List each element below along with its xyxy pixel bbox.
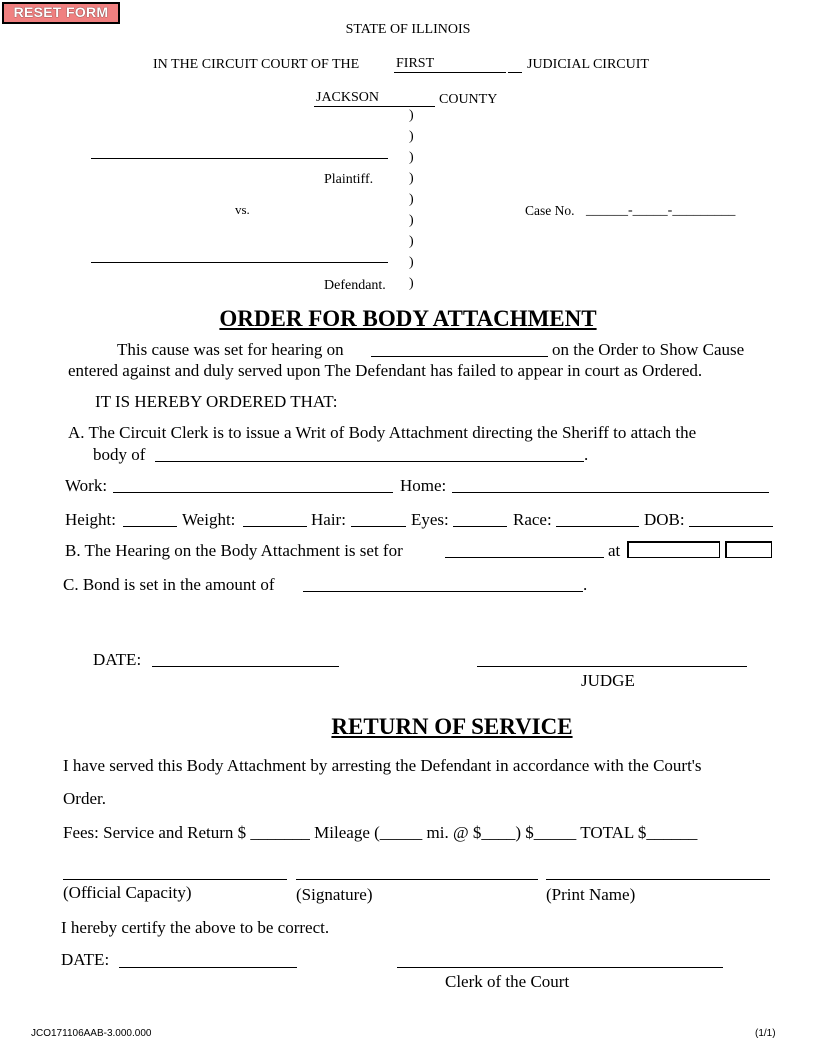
print-name-label: (Print Name) [546, 885, 636, 904]
form-id: JCO171106AAB-3.000.000 [31, 1028, 152, 1039]
clerk-label: Clerk of the Court [445, 972, 570, 991]
order-text-show-cause: on the Order to Show Cause [552, 340, 745, 359]
hair-label: Hair: [311, 510, 346, 529]
circuit-value: FIRST [396, 56, 435, 71]
plaintiff-label: Plaintiff. [324, 172, 374, 187]
caption-paren: ) [409, 255, 414, 270]
defendant-label: Defendant. [324, 278, 386, 293]
signature-field[interactable] [296, 879, 538, 880]
plaintiff-field[interactable] [91, 158, 388, 159]
dob-field[interactable] [689, 526, 773, 527]
height-field[interactable] [123, 526, 177, 527]
return-title: RETURN OF SERVICE [331, 714, 573, 739]
judge-signature-field[interactable] [477, 666, 747, 667]
reset-form-label: RESET FORM [13, 4, 109, 20]
reset-form-button[interactable] [2, 2, 120, 24]
caption-paren: ) [409, 150, 414, 165]
hearing-time-field[interactable] [627, 541, 720, 558]
case-no-label: Case No. [525, 203, 575, 218]
work-field[interactable] [113, 492, 393, 493]
race-field[interactable] [556, 526, 639, 527]
item-b-text: B. The Hearing on the Body Attachment is set for [65, 541, 403, 560]
order-text-hearing: This cause was set for hearing on [117, 340, 344, 359]
weight-label: Weight: [182, 510, 236, 529]
return-date-label: DATE: [61, 950, 110, 969]
caption-paren: ) [409, 108, 414, 123]
circuit-underline-tail [508, 72, 522, 73]
eyes-field[interactable] [453, 526, 507, 527]
item-c-text: C. Bond is set in the amount of [63, 575, 275, 594]
period: . [584, 445, 589, 464]
vs-label: vs. [235, 202, 250, 217]
period: . [583, 575, 588, 594]
hearing-attachment-date-field[interactable] [445, 557, 604, 558]
caption-paren: ) [409, 129, 414, 144]
return-date-field[interactable] [119, 967, 297, 968]
clerk-signature-field[interactable] [397, 967, 723, 968]
at-label: at [608, 541, 621, 560]
official-capacity-field[interactable] [63, 879, 287, 880]
order-date-label: DATE: [93, 650, 142, 669]
order-title: ORDER FOR BODY ATTACHMENT [219, 306, 597, 331]
official-capacity-label: (Official Capacity) [63, 883, 192, 902]
bond-amount-field[interactable] [303, 591, 583, 592]
weight-field[interactable] [243, 526, 307, 527]
hearing-ampm-field[interactable] [725, 541, 772, 558]
item-a-body-of: body of [93, 445, 146, 464]
circuit-suffix: JUDICIAL CIRCUIT [527, 57, 649, 72]
work-label: Work: [65, 476, 108, 495]
height-label: Height: [65, 510, 116, 529]
state-heading: STATE OF ILLINOIS [345, 22, 471, 37]
case-no-field[interactable]: ______-_____-_________ [586, 203, 736, 218]
page-number: (1/1) [755, 1028, 776, 1039]
eyes-label: Eyes: [411, 510, 449, 529]
signature-label: (Signature) [296, 885, 373, 904]
caption-paren: ) [409, 276, 414, 291]
caption-paren: ) [409, 171, 414, 186]
return-text-line2: Order. [63, 789, 106, 808]
county-field[interactable] [314, 90, 435, 107]
defendant-field[interactable] [91, 262, 388, 263]
judge-label: JUDGE [581, 671, 635, 690]
order-date-field[interactable] [152, 666, 339, 667]
caption-paren: ) [409, 213, 414, 228]
caption-paren: ) [409, 192, 414, 207]
county-value: JACKSON [316, 90, 380, 105]
hearing-date-field[interactable] [371, 356, 548, 357]
print-name-field[interactable] [546, 879, 770, 880]
item-a-text: A. The Circuit Clerk is to issue a Writ of Body Attachment directing the Sheriff to attach the [68, 423, 697, 442]
fees-line[interactable]: Fees: Service and Return $ _______ Mileage (_____ mi. @ $____) $_____ TOTAL $______ [63, 823, 698, 842]
caption-paren: ) [409, 234, 414, 249]
body-of-field[interactable] [155, 461, 584, 462]
certify-text: I hereby certify the above to be correct. [61, 918, 330, 937]
race-label: Race: [513, 510, 552, 529]
home-label: Home: [400, 476, 447, 495]
county-label: COUNTY [439, 92, 498, 107]
return-text-line1: I have served this Body Attachment by arresting the Defendant in accordance with the Court's [63, 756, 702, 775]
ordered-heading: IT IS HEREBY ORDERED THAT: [95, 392, 338, 411]
home-field[interactable] [452, 492, 769, 493]
order-text-failed: entered against and duly served upon The Defendant has failed to appear in court as Ordered. [68, 361, 703, 380]
circuit-field[interactable] [394, 56, 506, 73]
circuit-prefix: IN THE CIRCUIT COURT OF THE [153, 57, 360, 72]
hair-field[interactable] [351, 526, 406, 527]
dob-label: DOB: [644, 510, 685, 529]
